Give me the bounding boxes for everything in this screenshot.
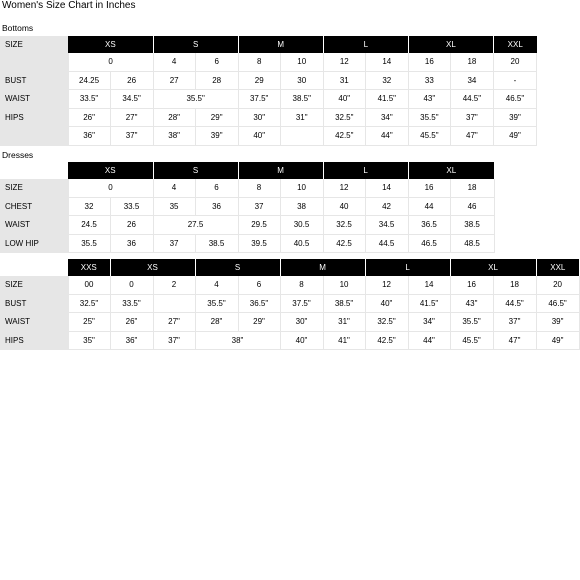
size-number-cell: 18 [450, 53, 493, 71]
table-cell: 39" [493, 108, 536, 127]
table-cell: 45.5" [450, 331, 493, 350]
table-cell: 38 [280, 197, 323, 216]
table-cell: 26 [110, 71, 153, 90]
table-cell: 37.5" [238, 90, 280, 109]
table-cell: 30 [280, 71, 323, 90]
row-label: HIPS [0, 108, 68, 127]
table-cell: 18 [450, 179, 494, 197]
table-cell: 40" [365, 294, 408, 313]
table-cell: 38.5 [195, 234, 238, 253]
table-cell: 42 [365, 197, 408, 216]
size-header-xs: XS [68, 36, 153, 53]
size-number-row [0, 53, 537, 71]
size-header-s: S [195, 259, 280, 276]
row-label: SIZE [0, 36, 68, 53]
table-cell: 40 [323, 197, 365, 216]
table-cell: 41" [323, 331, 365, 350]
table-cell: 12 [323, 179, 365, 197]
size-header-l: L [365, 259, 450, 276]
table-cell: 35.5" [408, 108, 450, 127]
table-cell: 42.5 [323, 234, 365, 253]
size-number-cell: 20 [493, 53, 536, 71]
row-label: BUST [0, 294, 68, 313]
table-cell: 44" [408, 331, 450, 350]
table-cell: 38" [153, 127, 195, 146]
table-cell: 16 [408, 179, 450, 197]
table-cell: 34 [450, 71, 493, 90]
table-cell: 27 [153, 71, 195, 90]
table-cell: 35.5" [195, 294, 238, 313]
table-cell: 37" [110, 127, 153, 146]
table-cell: 18 [493, 276, 536, 294]
table-cell: 29" [238, 313, 280, 332]
table-row-waist [0, 313, 579, 332]
row-label: BUST [0, 71, 68, 90]
table-cell: 36.5 [408, 216, 450, 235]
table-cell: 44.5 [365, 234, 408, 253]
table-cell: 46.5" [536, 294, 579, 313]
size-header-xs: XS [68, 162, 153, 179]
row-label [0, 53, 68, 71]
size-header-xxs: XXS [68, 259, 110, 276]
table-cell: 37" [153, 331, 195, 350]
table-cell: 30" [280, 313, 323, 332]
table-cell: 35.5 [68, 234, 110, 253]
table-cell: 30.5 [280, 216, 323, 235]
table-row-hips [0, 331, 579, 350]
table-cell: 34.5" [110, 90, 153, 109]
table-cell: 00 [68, 276, 110, 294]
table-cell: 42.5" [323, 127, 365, 146]
table-row-hips [0, 108, 537, 127]
table-cell: 8 [238, 179, 280, 197]
size-header-xl: XL [408, 36, 493, 53]
table-cell: 0 [110, 276, 153, 294]
third-size-table [0, 259, 580, 350]
size-header-xl: XL [450, 259, 536, 276]
table-cell: 47" [450, 127, 493, 146]
table-cell: 34" [408, 313, 450, 332]
table-cell: 46.5" [493, 90, 536, 109]
table-cell: 32.5" [365, 313, 408, 332]
table-cell: 48.5 [450, 234, 494, 253]
table-cell: 6 [195, 179, 238, 197]
table-cell: 40" [238, 127, 280, 146]
table-cell: 40" [323, 90, 365, 109]
table-row-bust [0, 71, 537, 90]
table-cell: 20 [536, 276, 579, 294]
table-cell: 45.5" [408, 127, 450, 146]
table-cell: 28" [153, 108, 195, 127]
table-cell: 41.5" [408, 294, 450, 313]
row-label: HIPS [0, 331, 68, 350]
table-cell: 8 [280, 276, 323, 294]
table-cell: 12 [365, 276, 408, 294]
table-cell: 46.5 [408, 234, 450, 253]
table-cell: 31" [323, 313, 365, 332]
table-cell: 33.5 [110, 197, 153, 216]
table-row-chest [0, 197, 494, 216]
row-label: CHEST [0, 197, 68, 216]
size-header-xxl: XXL [493, 36, 536, 53]
table-cell: 32 [365, 71, 408, 90]
row-label: WAIST [0, 313, 68, 332]
size-header-row [0, 36, 537, 53]
table-cell: 24.5 [68, 216, 110, 235]
size-header-l: L [323, 36, 408, 53]
table-cell: 37.5" [280, 294, 323, 313]
row-label: WAIST [0, 90, 68, 109]
size-header-m: M [280, 259, 365, 276]
table-cell: 27.5 [153, 216, 238, 235]
table-cell: 38.5 [450, 216, 494, 235]
table-cell: 35 [153, 197, 195, 216]
table-cell: 47" [493, 331, 536, 350]
table-cell: 41.5" [365, 90, 408, 109]
size-number-cell: 10 [280, 53, 323, 71]
table-cell: 37" [450, 108, 493, 127]
size-number-cell: 14 [365, 53, 408, 71]
table-cell: 14 [365, 179, 408, 197]
size-header-xl: XL [408, 162, 494, 179]
dresses-size-table [0, 162, 495, 253]
table-cell: 44.5" [450, 90, 493, 109]
table-row-hips-2 [0, 127, 537, 146]
table-cell: 27" [110, 108, 153, 127]
row-label: LOW HIP [0, 234, 68, 253]
table-cell: 36" [110, 331, 153, 350]
table-cell: 36.5" [238, 294, 280, 313]
size-header-row [0, 259, 579, 276]
table-cell: 16 [450, 276, 493, 294]
table-cell: 36 [195, 197, 238, 216]
table-row-waist [0, 216, 494, 235]
table-cell: 26" [68, 108, 110, 127]
table-cell: 35.5" [153, 90, 238, 109]
table-row-size [0, 179, 494, 197]
size-number-cell: 16 [408, 53, 450, 71]
size-number-cell: 6 [195, 53, 238, 71]
size-number-cell: 12 [323, 53, 365, 71]
size-header-m: M [238, 36, 323, 53]
table-cell: 34" [365, 108, 408, 127]
table-cell: 26 [110, 216, 153, 235]
row-label [0, 127, 68, 146]
table-cell: 33.5" [110, 294, 153, 313]
table-cell [153, 294, 195, 313]
table-cell: 39" [195, 127, 238, 146]
table-cell: 31" [280, 108, 323, 127]
table-cell: 29.5 [238, 216, 280, 235]
table-cell: - [493, 71, 536, 90]
table-cell: 49" [493, 127, 536, 146]
row-label: WAIST [0, 216, 68, 235]
row-label: SIZE [0, 179, 68, 197]
table-row-low-hip [0, 234, 494, 253]
bottoms-size-table [0, 36, 537, 146]
table-cell: 32.5" [68, 294, 110, 313]
size-header-l: L [323, 162, 408, 179]
table-cell: 26" [110, 313, 153, 332]
table-cell: 46 [450, 197, 494, 216]
table-row-bust [0, 294, 579, 313]
size-number-cell: 0 [68, 53, 153, 71]
header-spacer [0, 259, 68, 276]
table-cell: 30" [238, 108, 280, 127]
table-cell: 42.5" [365, 331, 408, 350]
table-cell: 35.5" [450, 313, 493, 332]
table-cell: 40" [280, 331, 323, 350]
table-cell: 37" [493, 313, 536, 332]
size-number-cell: 4 [153, 53, 195, 71]
table-cell: 24.25 [68, 71, 110, 90]
table-cell: 29 [238, 71, 280, 90]
table-cell: 36" [68, 127, 110, 146]
section-title-bottoms: Bottoms [2, 23, 34, 33]
table-cell: 29" [195, 108, 238, 127]
table-cell: 49" [536, 331, 579, 350]
table-cell: 10 [280, 179, 323, 197]
row-label: SIZE [0, 276, 68, 294]
table-cell: 35" [68, 331, 110, 350]
table-row-waist [0, 90, 537, 109]
table-cell: 32 [68, 197, 110, 216]
size-header-s: S [153, 36, 238, 53]
table-cell: 32.5" [323, 108, 365, 127]
size-header-s: S [153, 162, 238, 179]
table-cell: 44.5" [493, 294, 536, 313]
table-cell: 39" [536, 313, 579, 332]
table-cell: 6 [238, 276, 280, 294]
table-cell: 37 [238, 197, 280, 216]
table-cell: 2 [153, 276, 195, 294]
table-cell: 40.5 [280, 234, 323, 253]
table-cell [280, 127, 323, 146]
table-row-size [0, 276, 579, 294]
table-cell: 10 [323, 276, 365, 294]
size-number-cell: 8 [238, 53, 280, 71]
table-cell: 34.5 [365, 216, 408, 235]
table-cell: 39.5 [238, 234, 280, 253]
table-cell: 32.5 [323, 216, 365, 235]
table-cell: 27" [153, 313, 195, 332]
table-cell: 38" [195, 331, 280, 350]
table-cell: 44" [365, 127, 408, 146]
table-cell: 33.5" [68, 90, 110, 109]
size-header-xxl: XXL [536, 259, 579, 276]
size-header-xs: XS [110, 259, 195, 276]
page-title: Women's Size Chart in Inches [2, 0, 136, 11]
size-header-row [0, 162, 494, 179]
table-cell: 43" [450, 294, 493, 313]
size-header-m: M [238, 162, 323, 179]
table-cell: 44 [408, 197, 450, 216]
table-cell: 36 [110, 234, 153, 253]
table-cell: 33 [408, 71, 450, 90]
table-cell: 28" [195, 313, 238, 332]
table-cell: 37 [153, 234, 195, 253]
section-title-dresses: Dresses [2, 150, 34, 160]
table-cell: 14 [408, 276, 450, 294]
table-cell: 25" [68, 313, 110, 332]
table-cell: 38.5" [323, 294, 365, 313]
table-cell: 31 [323, 71, 365, 90]
table-cell: 4 [195, 276, 238, 294]
table-cell: 43" [408, 90, 450, 109]
header-spacer [0, 162, 68, 179]
table-cell: 38.5" [280, 90, 323, 109]
table-cell: 0 [68, 179, 153, 197]
table-cell: 28 [195, 71, 238, 90]
table-cell: 4 [153, 179, 195, 197]
